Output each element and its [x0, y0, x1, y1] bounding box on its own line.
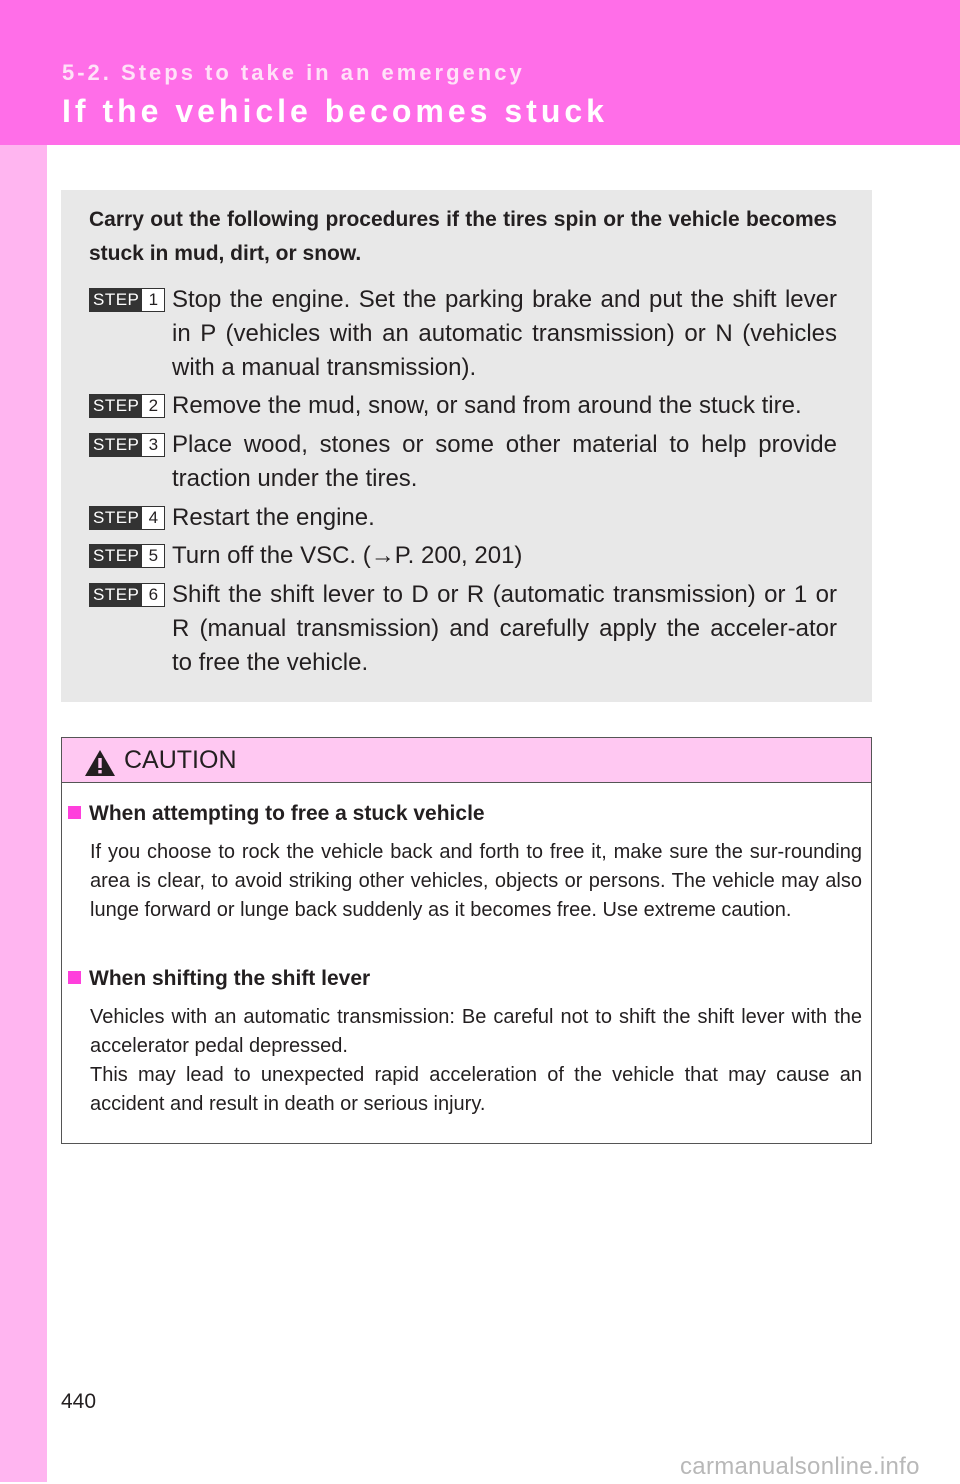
step-badge: STEP 4	[89, 506, 165, 530]
caution-title: CAUTION	[124, 746, 237, 774]
step-badge: STEP 5	[89, 544, 165, 568]
step-badge: STEP 1	[89, 288, 165, 312]
step-2	[89, 389, 837, 423]
step-text: Remove the mud, snow, or sand from around the stuck tire.	[172, 392, 802, 419]
caution-header	[62, 738, 871, 783]
caution-box	[61, 737, 872, 1144]
step-1	[89, 283, 837, 385]
step-text: Stop the engine. Set the parking brake and put the shift lever in P (vehicles with an automatic transmission) or N (vehicles with a manual transmission).	[172, 286, 837, 381]
step-5	[89, 539, 837, 573]
caution-paragraph: Vehicles with an automatic transmission: Be careful not to shift the shift lever with the accelerator pedal depressed.	[90, 1006, 862, 1057]
procedure-intro: Carry out the following procedures if the tires spin or the vehicle becomes stuck in mud, dirt, or snow.	[89, 208, 837, 265]
section-label: 5-2. Steps to take in an emergency	[62, 60, 525, 85]
step-text: Restart the engine.	[172, 504, 375, 531]
caution-paragraph: If you choose to rock the vehicle back and forth to free it, make sure the sur-rounding area is clear, to avoid striking other vehicles, objects or persons. The vehicle may also lunge forward or lunge back suddenly as it becomes free. Use extreme caution.	[90, 841, 862, 921]
caution-heading-stuck-vehicle: When attempting to free a stuck vehicle	[68, 802, 485, 826]
step-text: Place wood, stones or some other material to help provide traction under the tires.	[172, 431, 837, 492]
step-text: Shift the shift lever to D or R (automatic transmission) or 1 or R (manual transmission) and carefully apply the acceler-ator to free the vehicle.	[172, 581, 837, 676]
step-6	[89, 578, 837, 680]
step-text: Turn off the VSC. (→P. 200, 201)	[172, 542, 523, 569]
bullet-square-icon	[68, 971, 81, 984]
step-3	[89, 428, 837, 496]
caution-paragraph: This may lead to unexpected rapid acceleration of the vehicle that may cause an accident and result in death or serious injury.	[90, 1064, 862, 1115]
step-badge: STEP 3	[89, 433, 165, 457]
step-4	[89, 501, 837, 535]
procedure-box	[61, 190, 872, 702]
bullet-square-icon	[68, 806, 81, 819]
watermark: carmanualsonline.info	[680, 1453, 920, 1480]
page-title: If the vehicle becomes stuck	[62, 93, 608, 129]
warning-triangle-icon	[84, 749, 116, 782]
caution-heading-shift-lever: When shifting the shift lever	[68, 967, 370, 991]
page-header	[0, 0, 960, 145]
page-number: 440	[61, 1390, 97, 1413]
side-color-strip	[0, 145, 47, 1482]
step-badge: STEP 2	[89, 394, 165, 418]
step-badge: STEP 6	[89, 583, 165, 607]
